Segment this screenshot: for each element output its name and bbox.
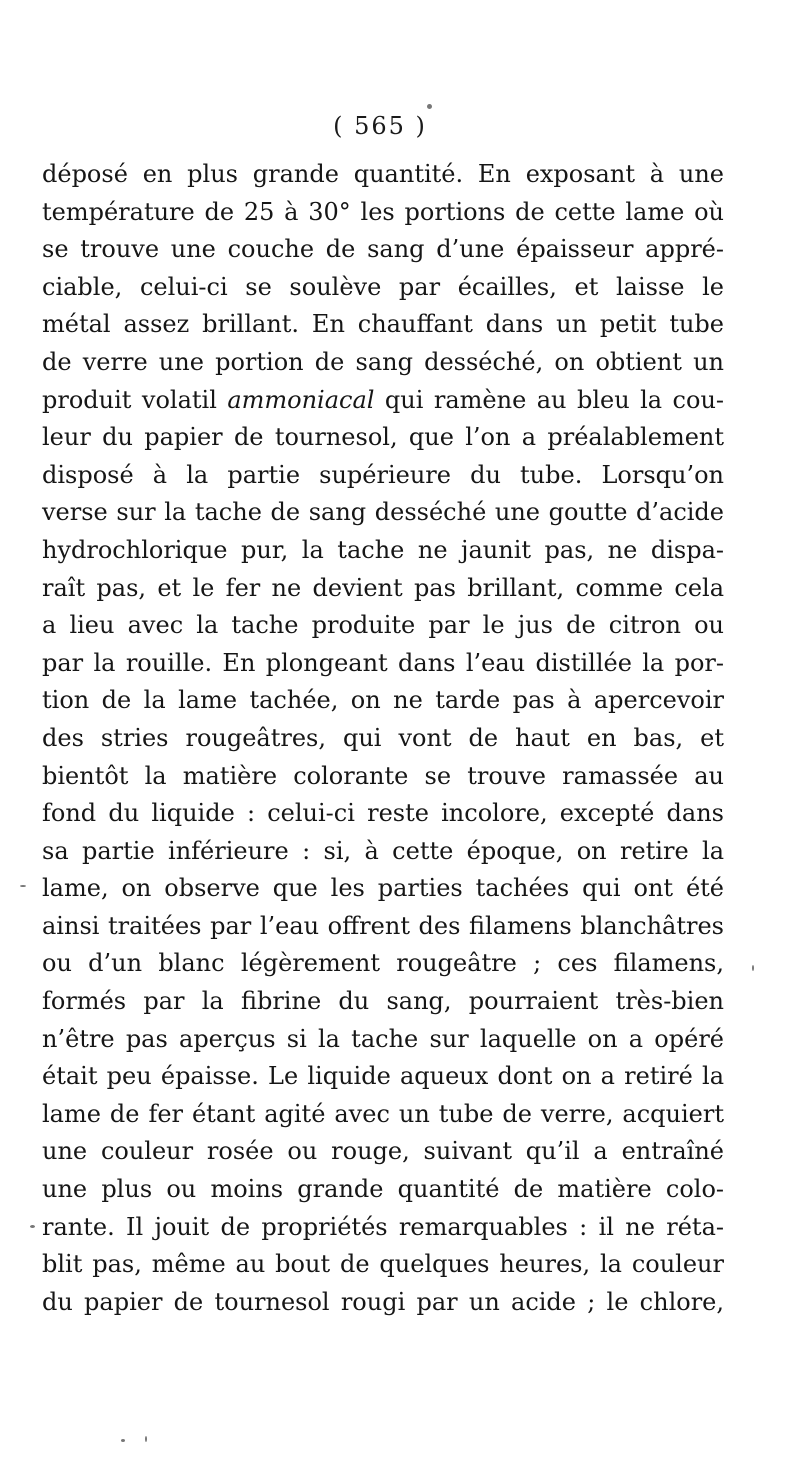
scan-speck <box>20 885 26 887</box>
text-line: verse sur la tache de sang desséché une goutte d’acide <box>42 498 724 527</box>
text-line: tion de la lame tachée, on ne tarde pas à apercevoir <box>42 686 724 715</box>
text-line: formés par la fibrine du sang, pourraient très-bien <box>42 987 724 1016</box>
body-text <box>42 156 724 1321</box>
italic-term: ammoniacal <box>227 385 375 414</box>
scan-speck <box>121 1439 125 1442</box>
text-line: sa partie inférieure : si, à cette époque, on retire la <box>42 836 724 865</box>
text-line: du papier de tournesol rougi par un acide ; le chlore, <box>42 1287 724 1316</box>
text-line: une couleur rosée ou rouge, suivant qu’il a entraîné <box>42 1137 724 1166</box>
text-segment: qui ramène au bleu la cou- <box>374 385 725 414</box>
text-line: de verre une portion de sang desséché, on obtient un <box>42 347 724 376</box>
text-line: ciable, celui-ci se soulève par écailles, et laisse le <box>42 272 724 301</box>
text-line: métal assez brillant. En chauffant dans un petit tube <box>42 310 724 339</box>
text-line: se trouve une couche de sang d’une épaisseur appré- <box>42 235 724 264</box>
text-line: rante. Il jouit de propriétés remarquables : il ne réta- <box>42 1212 724 1241</box>
text-line: hydrochlorique pur, la tache ne jaunit pas, ne dispa- <box>42 535 724 564</box>
text-line: blit pas, même au bout de quelques heures, la couleur <box>42 1250 724 1279</box>
text-line: ainsi traitées par l’eau offrent des filamens blanchâtres <box>42 911 724 940</box>
text-line: était peu épaisse. Le liquide aqueux dont on a retiré la <box>42 1062 724 1091</box>
text-line <box>42 382 724 420</box>
text-line: fond du liquide : celui-ci reste incolore, excepté dans <box>42 799 724 828</box>
page-number: ( 565 ) <box>333 112 427 140</box>
text-line: raît pas, et le fer ne devient pas brillant, comme cela <box>42 573 724 602</box>
text-line: déposé en plus grande quantité. En exposant à une <box>42 160 724 188</box>
text-segment: produit volatil <box>42 385 228 414</box>
scan-speck <box>752 965 754 971</box>
text-line: une plus ou moins grande quantité de matière colo- <box>42 1175 724 1204</box>
scan-speck <box>30 1225 35 1228</box>
text-line: température de 25 à 30° les portions de cette lame où <box>42 197 724 226</box>
text-line: lame de fer étant agité avec un tube de verre, acquiert <box>42 1099 724 1128</box>
text-line: disposé à la partie supérieure du tube. Lorsqu’on <box>42 460 724 489</box>
scan-speck <box>427 104 432 109</box>
text-line: des stries rougeâtres, qui vont de haut en bas, et <box>42 723 724 752</box>
scan-speck <box>145 1436 147 1442</box>
text-line: a lieu avec la tache produite par le jus de citron ou <box>42 611 724 640</box>
text-line: leur du papier de tournesol, que l’on a préalablement <box>42 423 724 452</box>
text-line: n’être pas aperçus si la tache sur laquelle on a opéré <box>42 1024 724 1053</box>
text-line: lame, on observe que les parties tachées qui ont été <box>42 874 724 903</box>
text-line: par la rouille. En plongeant dans l’eau distillée la por- <box>42 648 724 677</box>
text-line: bientôt la matière colorante se trouve ramassée au <box>42 761 724 790</box>
text-line: ou d’un blanc légèrement rougeâtre ; ces filamens, <box>42 949 724 978</box>
